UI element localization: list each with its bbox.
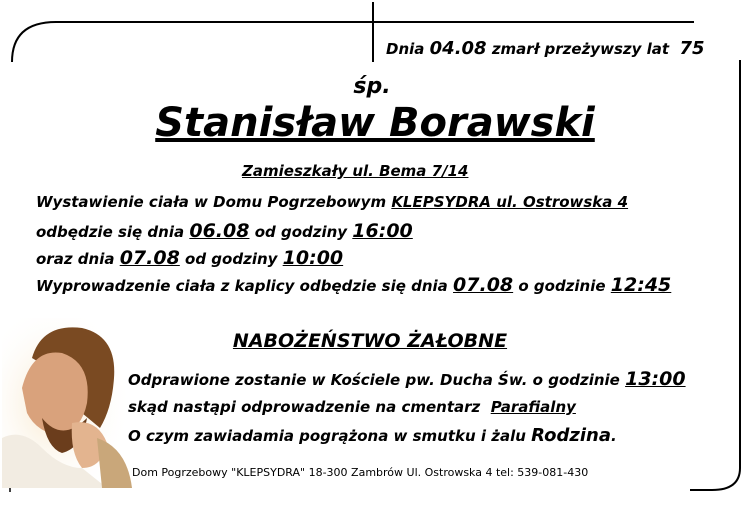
viewing-line-2-mid: od godziny (254, 223, 348, 241)
service-line-1 (128, 368, 686, 390)
viewing-line-3 (36, 247, 343, 269)
viewing-line-3-mid: od godziny (185, 250, 278, 268)
funeral-home-footer: Dom Pogrzebowy "KLEPSYDRA" 18-300 Zambrów Ul. Ostrowska 4 tel: 539-081-430 (132, 466, 589, 479)
service-line-3 (128, 425, 617, 446)
viewing-line-4-text: Wyprowadzenie ciała z kaplicy odbędzie się dnia (36, 277, 448, 295)
viewing-line-1 (36, 193, 628, 211)
title-prefix: śp. (353, 74, 391, 99)
service-line-1-text: Odprawione zostanie w Kościele pw. Ducha Św. o godzinie (128, 371, 620, 389)
service-line-2 (128, 398, 576, 416)
death-date: 04.08 (429, 38, 487, 59)
viewing-line-2-text: odbędzie się dnia (36, 223, 185, 241)
viewing-time-1: 16:00 (352, 220, 413, 242)
procession-time: 12:45 (610, 274, 672, 296)
viewing-line-1-text: Wystawienie ciała w Domu Pogrzebowym (36, 193, 387, 211)
header-middle: zmarł przeżywszy lat (491, 40, 670, 58)
viewing-date-1: 06.08 (189, 220, 250, 242)
death-date-line (386, 38, 705, 59)
service-line-3-end: . (611, 427, 617, 445)
viewing-date-2: 07.08 (119, 247, 180, 269)
service-heading: NABOŻEŃSTWO ŻAŁOBNE (232, 330, 508, 352)
viewing-line-2 (36, 220, 413, 242)
deceased-name: Stanisław Borawski (155, 100, 595, 146)
age: 75 (679, 38, 705, 59)
viewing-line-4-mid: o godzinie (518, 277, 606, 295)
cemetery-name: Parafialny (490, 398, 576, 416)
service-line-2-text: skąd nastąpi odprowadzenie na cmentarz (128, 398, 481, 416)
family-signature: Rodzina (531, 425, 611, 446)
header-prefix: Dnia (386, 40, 425, 58)
procession-date: 07.08 (453, 274, 514, 296)
viewing-time-2: 10:00 (282, 247, 344, 269)
viewing-line-4 (36, 274, 671, 296)
service-line-3-text: O czym zawiadamia pogrążona w smutku i żalu (128, 427, 526, 445)
viewing-place: KLEPSYDRA ul. Ostrowska 4 (391, 193, 629, 211)
viewing-line-3-text: oraz dnia (36, 250, 115, 268)
service-time: 13:00 (625, 368, 686, 390)
address: Zamieszkały ul. Bema 7/14 (242, 162, 469, 180)
